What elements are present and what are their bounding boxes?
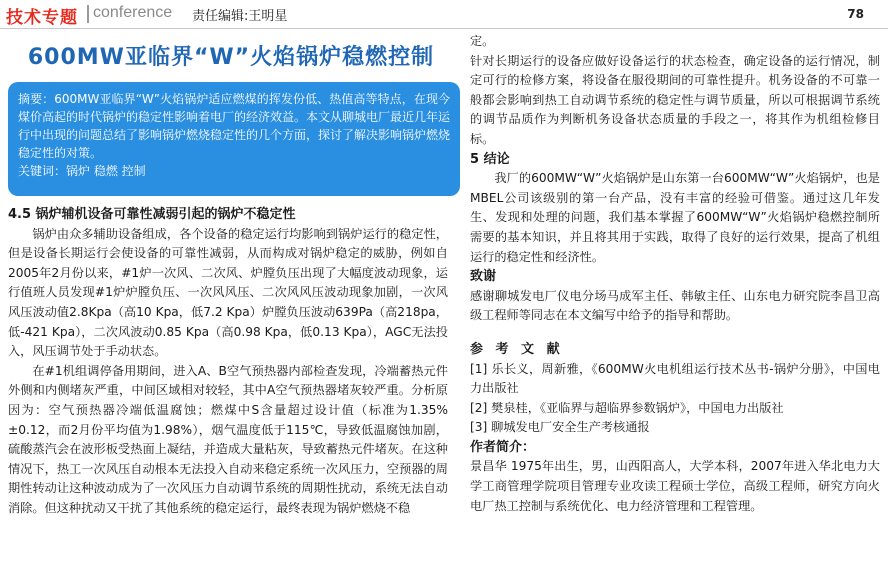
references-heading: 参 考 文 献 (470, 341, 564, 357)
reference-item: [2] 樊泉桂，《亚临界与超临界参数锅炉》，中国电力出版社 (470, 400, 784, 415)
page-number: 78 (847, 7, 864, 21)
author-heading: 作者简介： (470, 439, 536, 455)
reference-item: [3] 聊城发电厂安全生产考核通报 (470, 420, 650, 435)
section-heading-conclusion: 5 结论 (470, 151, 510, 167)
paragraph: 我厂的600MW“W”火焰锅炉是山东第一台600MW“W”火焰锅炉，也是MBEL公司该级别的第一台产品，没有丰富的经验可借鉴。通过这几年发生、发现和处理的问题，我们基本掌握了600MW“W”火焰锅炉稳燃控制所需要的基本知识，并且将其用于实践，取得了良好的运行效果，提高了机组运行的稳定性和经济性。 (470, 171, 880, 264)
acknowledgement-heading: 致谢 (470, 269, 497, 285)
paragraph: 在#1机组调停备用期间，进入A、B空气预热器内部检查发现，冷端蓄热元件外侧和内侧堵灰严重，中间区域相对较轻，其中A空气预热器堵灰较严重。分析原因为：空气预热器冷端低温腐蚀；燃煤中S含量超过设计值（标准为1.35%±0.12，而2月份平均值为1.98%），烟气温度低于115℃，导致低温腐蚀加剧，硫酸蒸汽会在波形板受热面上凝结，并造成大量粘灰，导致蓄热元件堵灰。在这种情况下，热工一次风压自动根本无法投入自动来稳定系统一次风压力，空预器的周期性转动让这种波动成为了一次风压力自动调节系统的周期性扰动，系统无法自动消除。但这种扰动又干扰了其他系统的稳定运行，最终表现为锅炉燃烧不稳 (8, 363, 448, 515)
abstract-box (8, 82, 460, 196)
paragraph: 针对长期运行的设备应做好设备运行的状态检查，确定设备的运行情况，制定可行的检修方案，将设备在服役期间的可靠性提升。机务设备的不可靠一般都会影响到热工自动调节系统的稳定性与调节质量，所以可根据调节系统的调节品质作为判断机务设备状态质量的手段之一，将其作为机组检修目标。 (470, 53, 880, 146)
keywords: 关键词：锅炉 稳燃 控制 (18, 164, 146, 178)
paragraph-continuation: 定。 (470, 34, 495, 48)
left-column (8, 205, 448, 519)
abstract-text: 摘要：600MW亚临界“W”火焰锅炉适应燃煤的挥发份低、热值高等特点，在现今煤价高起的时代锅炉的稳定性影响着电厂的经济效益。本文从聊城电厂最近几年运行中出现的问题总结了影响锅炉燃烧稳定性的几个方面，探讨了解决影响锅炉燃烧稳定性的对策。 (18, 92, 451, 160)
page-header (0, 0, 888, 29)
author-bio: 景昌华 1975年出生，男，山西阳高人，大学本科，2007年进入华北电力大学工商管理学院项目管理专业攻读工程硕士学位，高级工程师，研究方向火电厂热工控制与系统优化、电力经济管理和工程管理。 (470, 459, 880, 513)
brand-divider (87, 5, 89, 23)
article-title: 600MW亚临界“W”火焰锅炉稳燃控制 (27, 45, 435, 70)
section-brand-english: conference (93, 4, 173, 21)
paragraph: 锅炉由众多辅助设备组成，各个设备的稳定运行均影响到锅炉运行的稳定性，但是设备长期运行会使设备的可靠性减弱，从而构成对锅炉稳定的威胁，例如自2005年2月份以来，#1炉一次风、二次风、炉膛负压出现了大幅度波动现象，运行值班人员发现#1炉炉膛负压、一次风风压、二次风风压波动现象加剧，一次风风压波动值2.8Kpa（高10 Kpa，低7.2 Kpa）炉膛负压波动639Pa（高218pa，低-421 Kpa），二次风波动0.85 Kpa（高0.98 Kpa，低0.13 Kpa），AGC无法投入，风压调节处于手动状态。 (8, 226, 448, 359)
acknowledgement-text: 感谢聊城发电厂仪电分场马成军主任、韩敏主任、山东电力研究院李昌卫高级工程师等同志在本文编写中给予的指导和帮助。 (470, 288, 880, 323)
section-heading-4-5: 4.5 锅炉辅机设备可靠性减弱引起的锅炉不稳定性 (8, 207, 296, 222)
responsible-editor: 责任编辑:王明星 (192, 9, 288, 24)
section-brand: 技术专题 (6, 8, 78, 28)
right-column (470, 32, 880, 516)
reference-item: [1] 乐长义，周新雅，《600MW火电机组运行技术丛书-锅炉分册》，中国电力出版社 (470, 361, 880, 396)
